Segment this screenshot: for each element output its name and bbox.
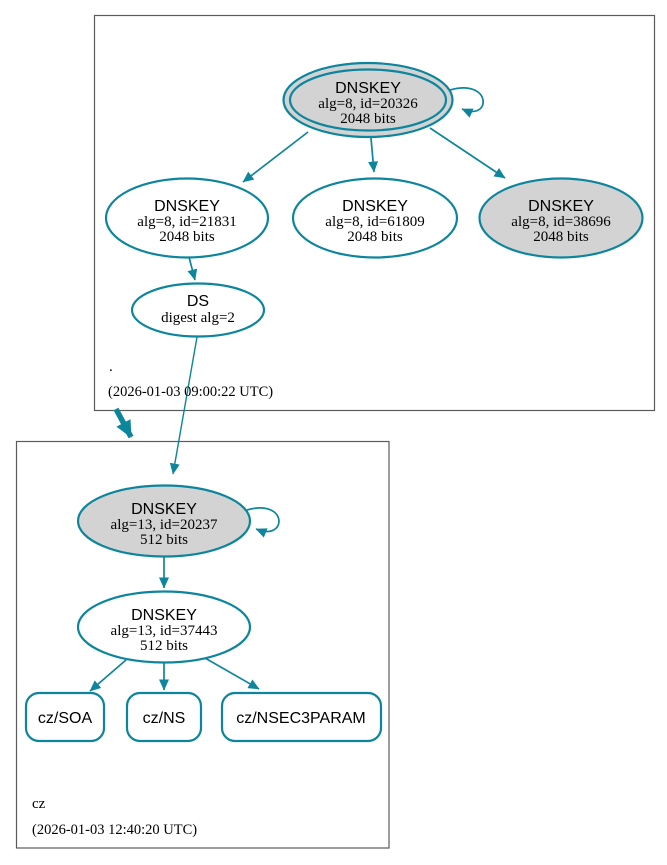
node-title: DNSKEY xyxy=(154,198,220,215)
node-bits: 2048 bits xyxy=(347,229,403,245)
rrset-label: cz/SOA xyxy=(37,710,93,727)
node-dnskey-20326[interactable] xyxy=(284,63,453,137)
node-title: DNSKEY xyxy=(342,198,408,215)
node-bits: 2048 bits xyxy=(340,111,396,127)
node-title: DNSKEY xyxy=(131,501,197,518)
node-detail: alg=13, id=37443 xyxy=(110,623,218,639)
node-bits: 512 bits xyxy=(140,638,188,654)
node-title: DNSKEY xyxy=(131,607,197,624)
zone-cz-timestamp: (2026-01-03 12:40:20 UTC) xyxy=(32,822,198,838)
node-bits: 2048 bits xyxy=(159,229,215,245)
edge-self-loop-dnskey-20237 xyxy=(247,508,279,532)
node-detail: alg=8, id=20326 xyxy=(318,96,418,112)
node-bits: 2048 bits xyxy=(533,229,589,245)
edge-delegation-root-to-cz xyxy=(116,409,131,437)
node-title: DNSKEY xyxy=(528,198,594,215)
edge-dnskey-21831-to-ds xyxy=(189,257,195,280)
zone-cz-label: cz xyxy=(32,796,46,812)
edge-dnskey-20326-to-21831 xyxy=(243,132,308,182)
node-title: DNSKEY xyxy=(335,80,401,97)
node-detail: digest alg=2 xyxy=(161,310,235,326)
node-ds-cz[interactable] xyxy=(132,284,264,337)
edge-dnskey-37443-to-nsec3param xyxy=(205,658,259,689)
edge-dnskey-37443-to-soa xyxy=(90,660,126,691)
node-rrset-cz-nsec3param[interactable] xyxy=(222,693,381,741)
node-dnskey-20237[interactable] xyxy=(78,486,250,557)
node-title: DS xyxy=(186,293,210,310)
edge-dnskey-20326-to-38696 xyxy=(430,128,505,178)
zone-root-label: . xyxy=(109,359,113,375)
node-dnskey-61809[interactable] xyxy=(293,179,457,258)
rrset-label: cz/NSEC3PARAM xyxy=(236,710,366,727)
node-detail: alg=8, id=38696 xyxy=(511,214,611,230)
node-dnskey-37443[interactable] xyxy=(78,592,250,663)
node-detail: alg=8, id=61809 xyxy=(325,214,425,230)
node-rrset-cz-soa[interactable] xyxy=(26,693,104,741)
zone-root-timestamp: (2026-01-03 09:00:22 UTC) xyxy=(108,384,274,400)
node-dnskey-21831[interactable] xyxy=(106,179,268,258)
rrset-label: cz/NS xyxy=(142,710,186,727)
edge-self-loop-dnskey-20326 xyxy=(450,88,483,112)
node-bits: 512 bits xyxy=(140,532,188,548)
node-detail: alg=13, id=20237 xyxy=(110,517,218,533)
edge-dnskey-20326-to-61809 xyxy=(371,138,374,172)
edge-ds-to-dnskey-20237 xyxy=(173,337,197,474)
node-dnskey-38696[interactable] xyxy=(480,179,643,258)
node-rrset-cz-ns[interactable] xyxy=(127,693,201,741)
node-detail: alg=8, id=21831 xyxy=(137,214,237,230)
